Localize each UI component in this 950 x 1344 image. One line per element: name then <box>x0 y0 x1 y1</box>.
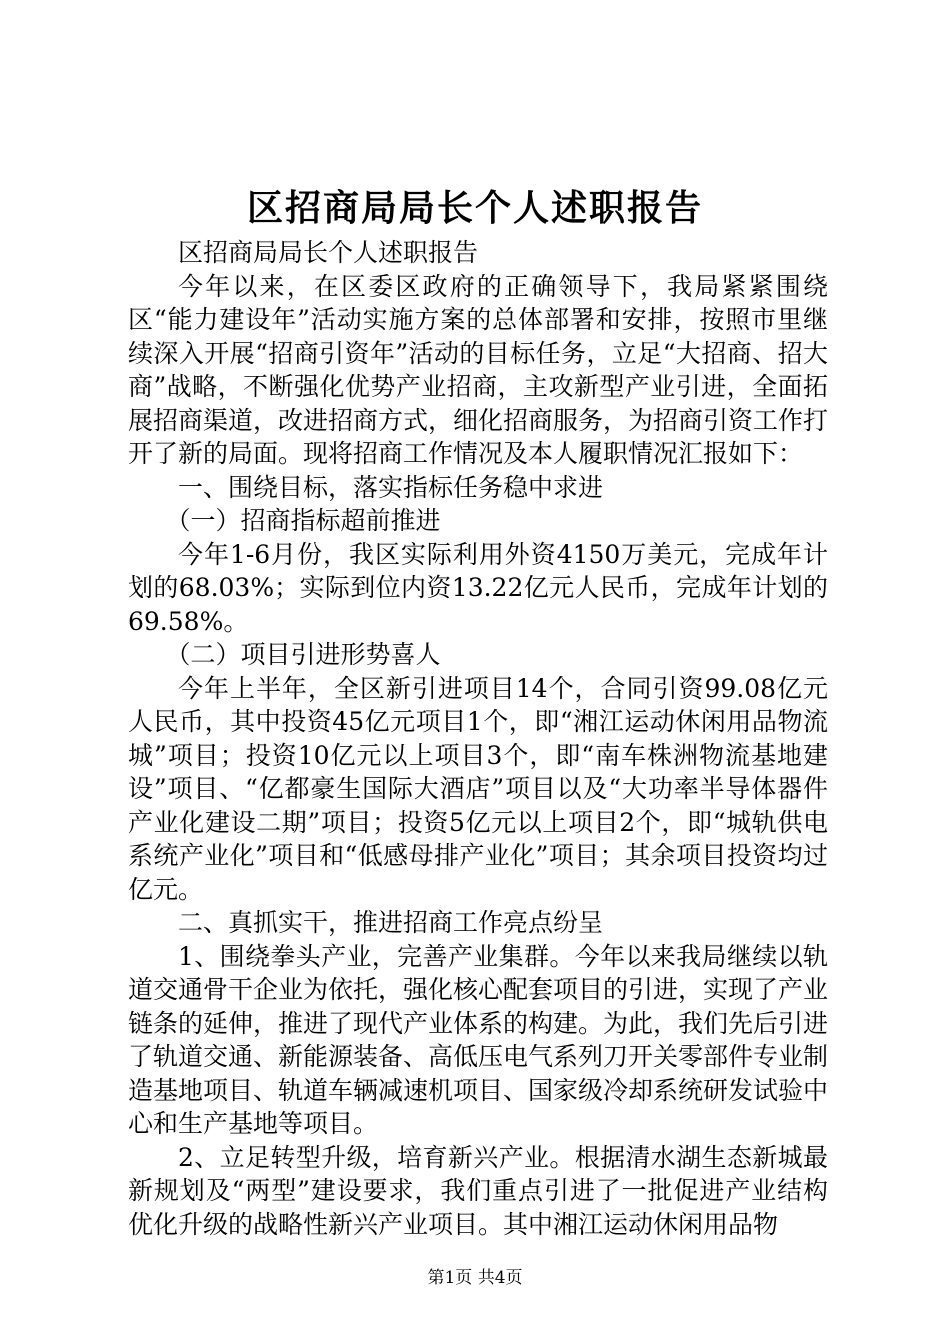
section-heading-2: 二、真抓实干，推进招商工作亮点纷呈 <box>178 908 604 937</box>
document-body <box>128 236 828 1241</box>
paragraph-investment-figures: 今年1-6月份，我区实际利用外资4150万美元，完成年计划的68.03%；实际到位内资13.22亿元人民币，完成年计划的69.58%。 <box>128 539 828 636</box>
document-title: 区招商局局长个人述职报告 <box>246 187 703 229</box>
paragraph-intro: 今年以来，在区委区政府的正确领导下，我局紧紧围绕区“能力建设年”活动实施方案的总体部署和安排，按照市里继续深入开展“招商引资年”活动的目标任务，立足“大招商、招大商”战略，不断强化优势产业招商，主攻新型产业引进，全面拓展招商渠道，改进招商方式，细化招商服务，为招商引资工作打开了新的局面。现将招商工作情况及本人履职情况汇报如下： <box>128 271 829 468</box>
paragraph-heading-repeat: 区招商局局长个人述职报告 <box>178 238 479 267</box>
paragraph-industry-cluster: 1、围绕拳头产业，完善产业集群。今年以来我局继续以轨道交通骨干企业为依托，强化核心配套项目的引进，实现了产业链条的延伸，推进了现代产业体系的构建。为此，我们先后引进了轨道交通、新能源装备、高低压电气系列刀开关零部件专业制造基地项目、轨道车辆减速机项目、国家级冷却系统研发试验中心和生产基地等项目。 <box>128 941 829 1138</box>
paragraph-emerging-industry: 2、立足转型升级，培育新兴产业。根据清水湖生态新城最新规划及“两型”建设要求，我们重点引进了一批促进产业结构优化升级的战略性新兴产业项目。其中湘江运动休闲用品物 <box>128 1142 828 1239</box>
subsection-heading-1-1: （一）招商指标超前推进 <box>165 506 441 535</box>
page-footer: 第1页 共4页 <box>427 1268 523 1288</box>
paragraph-projects: 今年上半年，全区新引进项目14个，合同引资99.08亿元人民币，其中投资45亿元项目1个，即“湘江运动休闲用品物流城”项目；投资10亿元以上项目3个，即“南车株洲物流基地建设”项目、“亿都豪生国际大酒店”项目以及“大功率半导体器件产业化建设二期”项目；投资5亿元以上项目2个，即“城轨供电系统产业化”项目和“低感母排产业化”项目；其余项目投资均过亿元。 <box>128 673 828 904</box>
section-heading-1: 一、围绕目标，落实指标任务稳中求进 <box>178 472 604 502</box>
subsection-heading-1-2: （二）项目引进形势喜人 <box>165 640 441 669</box>
